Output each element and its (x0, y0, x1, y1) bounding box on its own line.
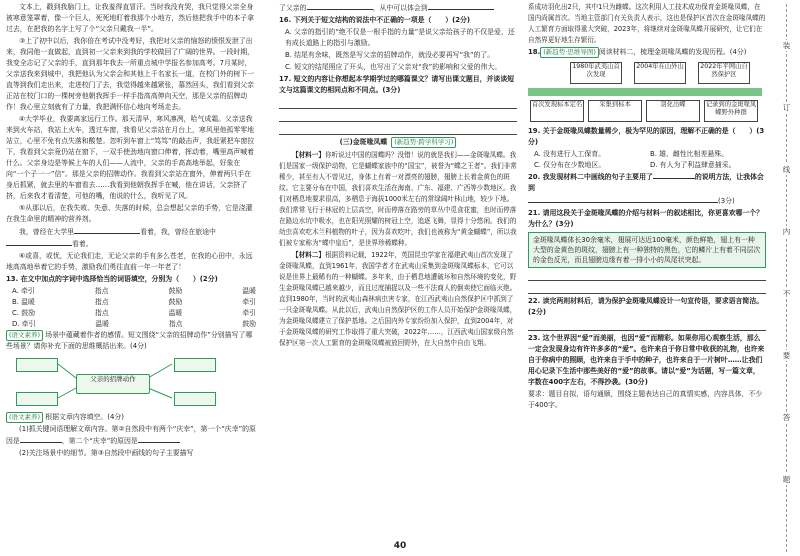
question-20-text: 20. 我发现材料二中画线的句子主要用了 (528, 173, 653, 181)
option-cell: 鼓励 (168, 287, 183, 295)
option-cell: 指点 (168, 320, 183, 328)
answer-blank[interactable] (653, 171, 695, 179)
option-cell: 鼓励 (168, 298, 183, 306)
question-20 (528, 171, 766, 194)
binding-char: 装 (780, 40, 793, 51)
page-number: 40 (393, 541, 407, 551)
option-row (6, 319, 256, 330)
answer-line[interactable] (279, 124, 517, 135)
material-2 (279, 250, 517, 349)
material-1-text: 你听说过中国的国蝶吗？没错！说的就是我们——金斑喙凤蝶。我们是国家一级保护动物，它是蝴蝶家族中的“国宝”，被誉为“蝶之王者”。我们非常稀少，甚至有人不曾见过，身体上有着一对漂亮的翅膀，翅膀上长着金黄色的斑纹。它主要分布在中国，我们喜欢生活在海南、广东、福建、广西等少数地区。我们对栖息地要求很高，多栖息于海拔1000米左右的常绿阔叶林山地，较少下地。我们常常飞行于林冠的上层高空，时而停落在路旁的草丛中觅食花蜜，也时而停落在路边水坑中吸水，也在阳光照耀的树冠上空，追逐飞舞，显得十分悠闲。我们的幼虫喜欢吃木兰科植物的叶子，因为喜欢吃叶，我们也被称为“黄金蝴蝶”，所以我们被专家称为“蝶中皇后”，是世界珍稀蝶种。 (279, 151, 517, 247)
question-14-tag: (语文素养) (6, 330, 43, 341)
timeline-event-box: 羽化出蝶 (646, 100, 700, 122)
butterfly-description-box: 金斑喙凤蝶体长30余毫米，翅展可达近100毫米，颜色鲜艳，翅上有一种大型的金黄色的斑纹，翅膀上有一种独特的黑色，它的鳞片上有着不同层次的金色反光，而且翅膀边缘有着一排小小的凤尾状突起。 (528, 232, 766, 268)
q15-part1-text: (1)抓关键词语理解文章内容。第②自然段中有两个“庆幸”，第一个“庆幸”的原因是 (6, 425, 256, 445)
option-cell: C. 鼓励 (12, 309, 35, 317)
question-15-part-1 (6, 424, 256, 447)
binding-char: 订 (780, 102, 793, 113)
question-18-tag: (新趋势·思维导图) (540, 47, 599, 58)
column-middle (279, 2, 517, 350)
mind-map-blank-bottom-right[interactable] (174, 392, 216, 406)
fill-text: 看着。 (72, 240, 93, 248)
option-row (528, 149, 766, 160)
question-17: 17. 短文的内容让你想起本学期学过的哪篇课文？请写出课文题目，并谈谈短文与这篇课文的相同点和不同点。(3分) (279, 75, 515, 94)
answer-blank[interactable] (20, 435, 62, 443)
question-19-options (528, 149, 766, 171)
mind-map-diagram (6, 354, 256, 410)
timeline-bar (528, 88, 762, 96)
option-row (528, 160, 766, 171)
mind-map-center: 父亲的招牌动作 (76, 374, 150, 394)
continued-text: 了父亲的 (279, 4, 307, 12)
binding-char: 线 (780, 164, 793, 175)
question-19: 19. 关于金斑喙凤蝶数量稀少，极为罕见的原因，理解不正确的是（ ）(3分) (528, 127, 765, 146)
material-2-label: 【材料二】 (292, 251, 325, 259)
passage-paragraph-3: ④大学毕业，我要离家远行工作。那天清早，寒风凛冽，哈气成霜。父亲送我来到火车站，我站上火车，透过车窗，我看见父亲站在月台上，寒风里他孤零零地站立，心里不免有点失落和酸楚。忽听到车窗上“笃笃”的敲击声，我赶紧把车窗拉下，我看到父亲竟仍站在窗下，一双手使劲地向窗口伸着，挥动着，嘴里高声喊着什么。父亲身边是等候上车的人们——人流中，父亲的手高高地举起，好象在向“一个子一一”信”。那是父亲的招牌动作。我看到父亲站在窗外，伸着两只手在身后抓紧，就去里的车窗看去……我看到他朝我挥手在喊，他在讲话，父亲挤了挤，后来我才看清楚，可他的嘴，他说的什么，我听见了风。 (6, 115, 255, 200)
answer-blank[interactable] (74, 226, 140, 234)
question-20-points: (3分) (718, 197, 735, 205)
answer-line[interactable] (279, 98, 517, 109)
passage-paragraph-4: ⑤从那以后，在我失败、失意、失落的时候，总会想起父亲的手势，它是浇灌在我生命里的精神的营养剂。 (6, 204, 253, 223)
passage-paragraph-1: 文本上，戳到我脑门上，让我羞得直冒汗。当时我没有哭，我只觉得父亲全身被寒意笼罩着，像一个巨人，死死地盯着我那个小地方，然后他把我手中的本子拿过去，在把我的名字上写了个“父亲只戴我一半”。 (6, 3, 255, 33)
passage-paragraph-6: ⑥或喜，或忧，无论我们走，无论父亲的手有多么苍老，在我的心田中，永远地高高地举着它的手势，激励我们勇往直前一年一年老了！ (6, 252, 253, 271)
option-cell: 指点 (94, 309, 109, 317)
answer-blank[interactable] (6, 238, 72, 246)
option-cell: 指点 (94, 287, 109, 295)
option-item: C. 短文的结尾照应了开头，也写出了父亲对“我”的影响和父爱的伟大。 (285, 63, 502, 71)
section-tag: (新趋势·跨学科学习) (391, 137, 456, 148)
option-item: B. 结尾有余味，既然是写父亲的招牌动作，就没必要再写“我”的了。 (285, 51, 495, 59)
option-cell: 指点 (94, 298, 109, 306)
material-2-text: 根据资料记载，1922年，英国昆虫学家在福建武夷山首次发现了金斑喙凤蝶，直到1961年，我国学者才在武夷山采集到金斑喙凤蝶标本，它可以说是世界上最稀有的一种蝴蝶。多年来，由于栖息地遭破坏和自然环境的变化，野生金斑喙凤蝶已越来越少，而且过度捕捉以及一些不法商人的倒卖使它面临灭绝。直到1980年，当时的武夷山森林病虫害专家，在江西武夷山自然保护区中抓到了一只金斑喙凤蝶。从此以后，武夷山自然保护区的工作人员开始保护金斑喙凤蝶，为金斑喙凤蝶建立了保护基地。之后国内外专家纷纷加入保护，直到2004年，对于金斑喙凤蝶的研究工作取得了重大突破，2022年……，江西武夷山国家级自然保护区第一次人工繁育的金斑喙凤蝶被放回野外，在大自然中自由飞翔。 (279, 251, 517, 347)
binding-char: 答 (780, 412, 793, 423)
option-cell: A. 牵引 (12, 287, 35, 295)
answer-line[interactable] (528, 320, 766, 331)
question-20-text-b: 的说明方法，让我体会到 (528, 173, 764, 192)
fill-text: 我，曾经在大学里 (19, 228, 75, 236)
question-23-requirement: 要求：题目自拟，语句通顺，围绕主题表达自己的真情实感，内容具体，不少于400字。 (528, 390, 763, 409)
option-item: A. 父亲的指引的“绝不仅是一根手指的力量”是说父亲给孩子的不仅是爱，还有成长道路上的指引与激励。 (285, 28, 515, 47)
column-right (528, 2, 766, 412)
answer-line[interactable] (279, 111, 517, 122)
question-15-part-2: (2)关注场景中的细节。第③自然段中画线的句子主要描写 (19, 449, 194, 457)
continued-line (279, 2, 517, 14)
option-row (6, 308, 256, 319)
question-23: 23. 这个世界因“爱”而美丽，也因“爱”而精彩。如果你用心观察生活，那么一定会发现身边有许许多多的“爱”。也许来自于你日常中收获的礼物，也许来自于你病中的照顾，也许来自于手中的种子，也许来自于一片树叶……让我们用心记录下生活中那些美好的“爱”的故事。请以“爱”为话题，写一篇文章，字数在400字左右，不得抄袭。(30分) (528, 334, 765, 386)
option-cell: A. 没有进行人工保育。 (534, 150, 605, 158)
question-16: 16. 下列关于短文结构的说法中不正确的一项是（ ）(2分) (279, 16, 471, 24)
answer-blank[interactable] (307, 2, 373, 10)
question-13-options (6, 286, 256, 330)
binding-margin (776, 0, 798, 556)
option-cell: 鼓励 (242, 320, 256, 328)
option-cell: C. 仅分布在少数地区。 (534, 161, 606, 169)
question-14-text: 场景中蕴藏着作者的感情。短文围绕“父亲的招牌动作”分别描写了哪些场景？请你补充下面的思维概括出来。(4分) (6, 331, 253, 350)
mind-map-blank-top-left[interactable] (16, 358, 58, 372)
question-22: 22. 读完两则材料后，请为保护金斑喙凤蝶设计一句宣传语，要求语言简洁。(2分) (528, 297, 764, 316)
timeline-diagram (528, 60, 766, 124)
question-18-text: 阅读材料二，梳理金斑喙凤蝶的发现历程。(4分) (598, 48, 747, 56)
mind-map-blank-top-right[interactable] (174, 358, 216, 372)
timeline-year-box: 1980年武夷山首次发现 (570, 62, 622, 84)
timeline-event-box: 首次发现标本定名 (530, 100, 584, 122)
timeline-year-box: 2004年在山外山 (634, 62, 686, 84)
timeline-event-box: 采集到标本 (588, 100, 642, 122)
column-left (6, 2, 256, 460)
answer-line[interactable] (528, 283, 766, 294)
question-18-number: 18. (528, 48, 541, 56)
answer-line[interactable] (528, 270, 766, 281)
material-2-continued: 系成功羽化出2只，其中1只为雌蝶。这次利用人工技术成功保育金斑喙凤蝶，在国内尚属首次。当地主管部门有关负责人表示，这也是保护区首次在金斑喙凤蝶的人工繁育方面取得重大突破，2023年，将继续对金斑喙凤蝶开展研究，让它们在自然界更好地生存繁衍。 (528, 3, 766, 44)
material-1-label: 【材料一】 (292, 151, 325, 159)
binding-char: 内 (780, 226, 793, 237)
timeline-year-box: 2022年平网山自然保护区 (698, 62, 750, 84)
q15-part1-text-b: ，第二个“庆幸”的原因是 (61, 437, 138, 445)
section-title (279, 137, 517, 148)
passage-paragraph-5 (6, 226, 256, 250)
question-15 (6, 412, 256, 423)
answer-blank[interactable] (528, 195, 718, 203)
option-row (6, 286, 256, 297)
option-cell: 温暖 (95, 320, 109, 328)
continued-text-b: ，从中可以体会到 (372, 4, 428, 12)
option-cell: 牵引 (242, 309, 256, 317)
binding-char: 题 (780, 474, 793, 485)
question-20-line (528, 195, 766, 207)
binding-char: 不 (780, 288, 793, 299)
binding-char: 要 (780, 350, 793, 361)
passage-paragraph-2: ③上了初中以后，我你倍在考试中没考好，我把对父亲的恼怒的愤恨发泄了出来，我同他一直做起，直到初一父亲来到我的学校做回了广阔的世界。一段时期，我变全志记了父亲的手，直到那年我去一所重点城中学报名参加高考。7月某时，父亲送我来到城中，我把他认为父亲会和其他上千名家长一道，在校门外的树下一直等到我们走出来，走进校门了去，我觉得越来越紧张，慕然回头，我们看到父亲正站在校门口的一棵树旁他朝我挥手一样手指高高伸向天空，那是父亲的招牌动作！我心里立刻就有了力量，我把满怀信心地向考场走去。 (6, 37, 255, 111)
option-cell: B. 温暖 (12, 298, 35, 306)
option-cell: 温暖 (242, 287, 256, 295)
fill-text: 看着，我，曾经在旅途中 (140, 228, 216, 236)
mind-map-blank-bottom-left[interactable] (16, 392, 58, 406)
material-1 (279, 150, 517, 249)
question-16-options (279, 27, 517, 73)
question-21: 21. 请用这段关于金斑喙凤蝶的介绍与材料一的叙述相比，你更喜欢哪一个？为什么？(3分) (528, 209, 764, 228)
option-row (6, 297, 256, 308)
option-cell: D. 有人为了利益肆意捕采。 (650, 161, 736, 169)
binding-dashed-line (786, 4, 787, 552)
answer-blank[interactable] (428, 2, 494, 10)
question-14 (6, 330, 256, 352)
option-cell: 牵引 (242, 298, 256, 306)
option-cell: D. 牵引 (12, 320, 36, 328)
question-15-tag: (语文素养) (6, 412, 43, 423)
question-13: 13. 在文中加点的字词中选择恰当的词语填空，分别为（ ）(2分) (6, 275, 218, 283)
option-cell: B. 雄、雌性比相差悬殊。 (650, 150, 729, 158)
option-cell: 温暖 (168, 309, 183, 317)
question-15-text: 根据文章内容填空。(4分) (45, 413, 124, 421)
question-18 (528, 47, 766, 58)
timeline-event-box: 记录到的金斑喙凤蝶野外种群 (704, 100, 758, 122)
answer-blank[interactable] (138, 435, 180, 443)
section-title-text: (三)金斑喙凤蝶 (339, 138, 388, 146)
